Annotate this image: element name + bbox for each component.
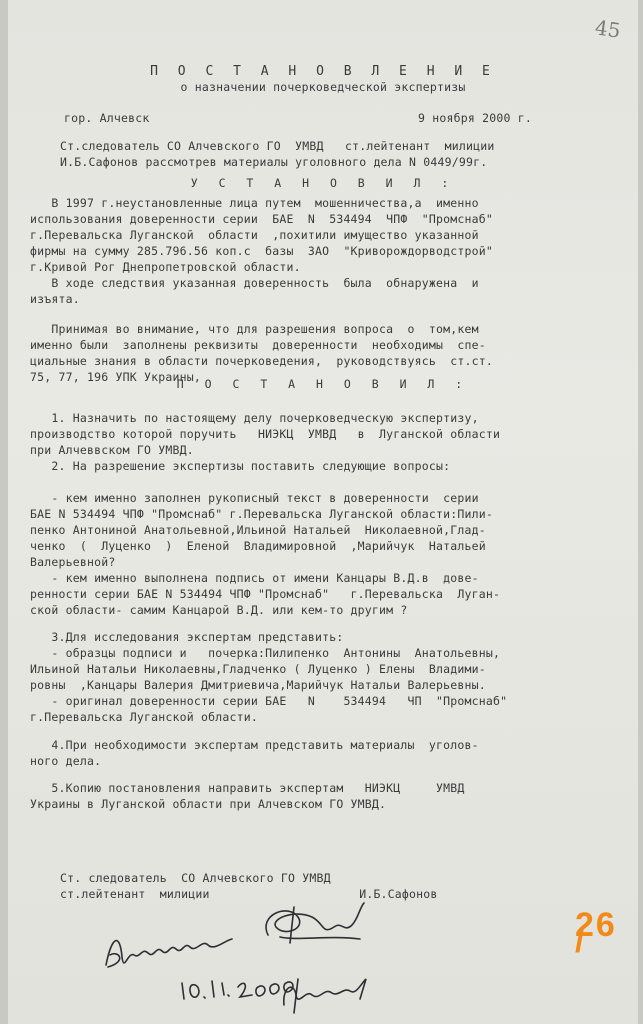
decided-line: - кем именно заполнен рукописный текст в доверенности серии [30, 491, 479, 505]
established-line: изъята. [30, 292, 80, 306]
decided-line: производство которой поручить НИЭКЦ УМВД в Луганской области [30, 427, 501, 441]
considering-line: Принимая во внимание, что для разрешения вопроса о том,кем [30, 322, 479, 336]
established-line: фирмы на сумму 285.796.56 коп.с базы ЗАО "Криворождорводстрой" [30, 244, 494, 258]
signature-line: Ст. следователь СО Алчевского ГО УМВД [60, 871, 331, 885]
decided-line: - кем именно выполнена подпись от имени Канцары В.Д.в дове- [30, 571, 479, 585]
decided-line: - оригинал доверенности серии БАЕ N 534494 ЧП "Промснаб" [30, 694, 508, 708]
document-subtitle: о назначении почерковедческой экспертизы [180, 80, 466, 94]
established-line: г.Кривой Рог Днепропетровской области. [30, 260, 301, 274]
decided-line: пенко Антониной Анатольевной,Ильиной Натальей Николаевной,Глад- [30, 523, 486, 537]
established-line: г.Перевальска Луганской области ,похитили имущество указанной [30, 228, 479, 242]
established-line: использования доверенности серии БАЕ N 534494 ЧПФ "Промснаб" [30, 212, 494, 226]
decided-line: Ильиной Натальи Николаевны,Гладченко ( Луценко ) Елены Владими- [30, 662, 486, 676]
heading-decided: П О С Т А Н О В И Л : [176, 377, 470, 391]
decided-line: при Алчеввском ГО УМВД. [30, 443, 194, 457]
handwritten-signatures [98, 895, 398, 1020]
decided-line: 1. Назначить по настоящему делу почерковедческую экспертизу, [30, 411, 479, 425]
decided-line: Валерьевной? [30, 555, 116, 569]
considering-line: 75, 77, 196 УПК Украины, [30, 370, 201, 384]
decided-line: ской области- самим Канцарой В.Д. или кем-то другим ? [30, 603, 408, 617]
considering-line: циальные знания в области почерковедения, руководствуясь ст.ст. [30, 354, 494, 368]
heading-established: У С Т А Н О В И Л : [190, 176, 456, 190]
decided-line: 4.При необходимости экспертам представить материалы уголов- [30, 738, 479, 752]
decided-line: ченко ( Луценко ) Еленой Владимировной ,Марийчук Натальей [30, 539, 486, 553]
signature-line: ст.лейтенант милиции И.Б.Сафонов [60, 887, 438, 901]
archive-stamp: 26 / [575, 906, 617, 960]
decided-line: 3.Для исследования экспертам представить: [30, 630, 344, 644]
decided-line: Украины в Луганской области при Алчевском ГО УМВД. [30, 797, 387, 811]
decided-line: ренности серии БАЕ N 534494 ЧПФ "Промснаб" г.Перевальска Луган- [30, 587, 501, 601]
decided-line: - образцы подписи и почерка:Пилипенко Антонины Анатольевны, [30, 646, 501, 660]
document-title: П О С Т А Н О В Л Е Н И Е [150, 64, 496, 79]
city: гор. Алчевск [64, 111, 150, 125]
decided-line: ровны ,Канцары Валерия Дмитриевича,Марийчук Натальи Валерьевны. [30, 678, 486, 692]
established-line: В ходе следствия указанная доверенность была обнаружена и [30, 276, 479, 290]
decided-line: БАЕ N 534494 ЧПФ "Промснаб" г.Перевальска Луганской области:Пили- [30, 507, 494, 521]
intro-line: И.Б.Сафонов рассмотрев материалы уголовного дела N 0449/99г. [60, 155, 488, 169]
document-page [8, 0, 638, 1024]
considering-line: именно были заполнены реквизиты доверенности необходимы спе- [30, 338, 486, 352]
intro-line: Ст.следователь СО Алчевского ГО УМВД ст.лейтенант милиции [60, 139, 495, 153]
decided-line: ного дела. [30, 754, 102, 768]
document-date: 9 ноября 2000 г. [418, 111, 532, 125]
decided-line: г.Перевальска Луганской области. [30, 710, 258, 724]
decided-line: 5.Копию постановления направить экспертам НИЭКЦ УМВД [30, 781, 465, 795]
decided-line: 2. На разрешение экспертизы поставить следующие вопросы: [30, 459, 451, 473]
page-number: 45 [593, 15, 622, 43]
established-line: В 1997 г.неустановленные лица путем мошенничества,а именно [30, 196, 479, 210]
